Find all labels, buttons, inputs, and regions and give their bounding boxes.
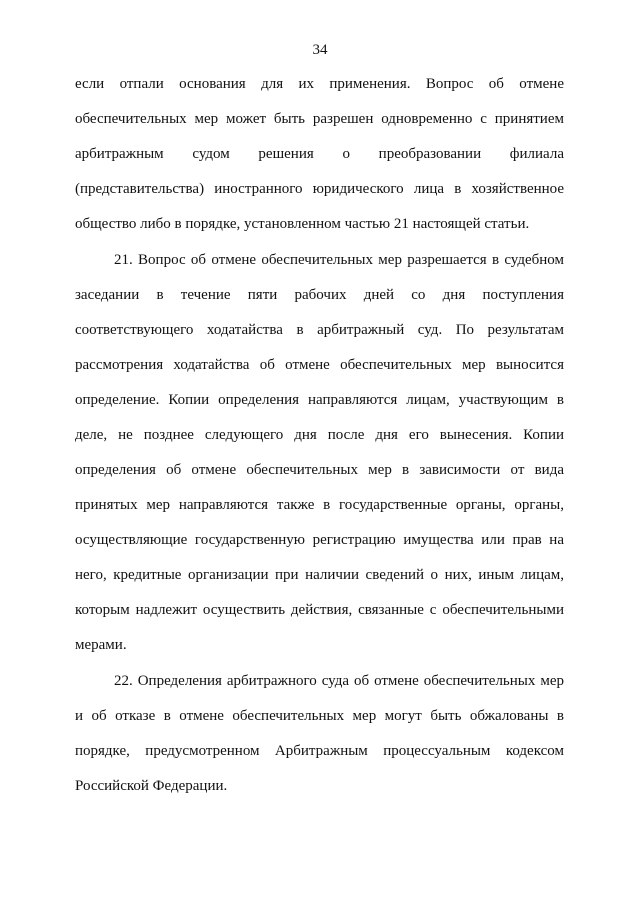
text-line: арбитражным судом решения о преобразовании филиала — [75, 146, 564, 162]
text-line: 21. Вопрос об отмене обеспечительных мер разрешается в судебном — [114, 252, 564, 268]
paragraph-22 — [75, 664, 564, 804]
text-line: если отпали основания для их применения. Вопрос об отмене — [75, 76, 564, 92]
text-line: Российской Федерации. — [75, 778, 228, 794]
text-line: мерами. — [75, 637, 127, 653]
text-line: рассмотрения ходатайства об отмене обеспечительных мер выносится — [75, 357, 564, 373]
text-line: деле, не позднее следующего дня после дня его вынесения. Копии — [75, 427, 564, 443]
text-line: которым надлежит осуществить действия, связанные с обеспечительными — [75, 602, 564, 618]
text-line: определение. Копии определения направляются лицам, участвующим в — [75, 392, 564, 408]
text-line: соответствующего ходатайства в арбитражный суд. По результатам — [75, 322, 564, 338]
text-line: принятых мер направляются также в государственные органы, органы, — [75, 497, 564, 513]
text-line: (представительства) иностранного юридического лица в хозяйственное — [75, 181, 564, 197]
text-line: и об отказе в отмене обеспечительных мер могут быть обжалованы в — [75, 708, 564, 724]
text-line: него, кредитные организации при наличии сведений о них, иным лицам, — [75, 567, 564, 583]
paragraph-21 — [75, 243, 564, 663]
page-number: 34 — [312, 42, 328, 58]
document-body — [75, 67, 564, 804]
text-line: осуществляющие государственную регистрацию имущества или прав на — [75, 532, 564, 548]
text-line: обеспечительных мер может быть разрешен одновременно с принятием — [75, 111, 564, 127]
paragraph-continuation — [75, 67, 564, 242]
text-line: определения об отмене обеспечительных мер в зависимости от вида — [75, 462, 564, 478]
text-line: 22. Определения арбитражного суда об отмене обеспечительных мер — [114, 673, 564, 689]
text-line: заседании в течение пяти рабочих дней со дня поступления — [75, 287, 564, 303]
text-line: порядке, предусмотренном Арбитражным процессуальным кодексом — [75, 743, 564, 759]
text-line: общество либо в порядке, установленном частью 21 настоящей статьи. — [75, 216, 530, 232]
